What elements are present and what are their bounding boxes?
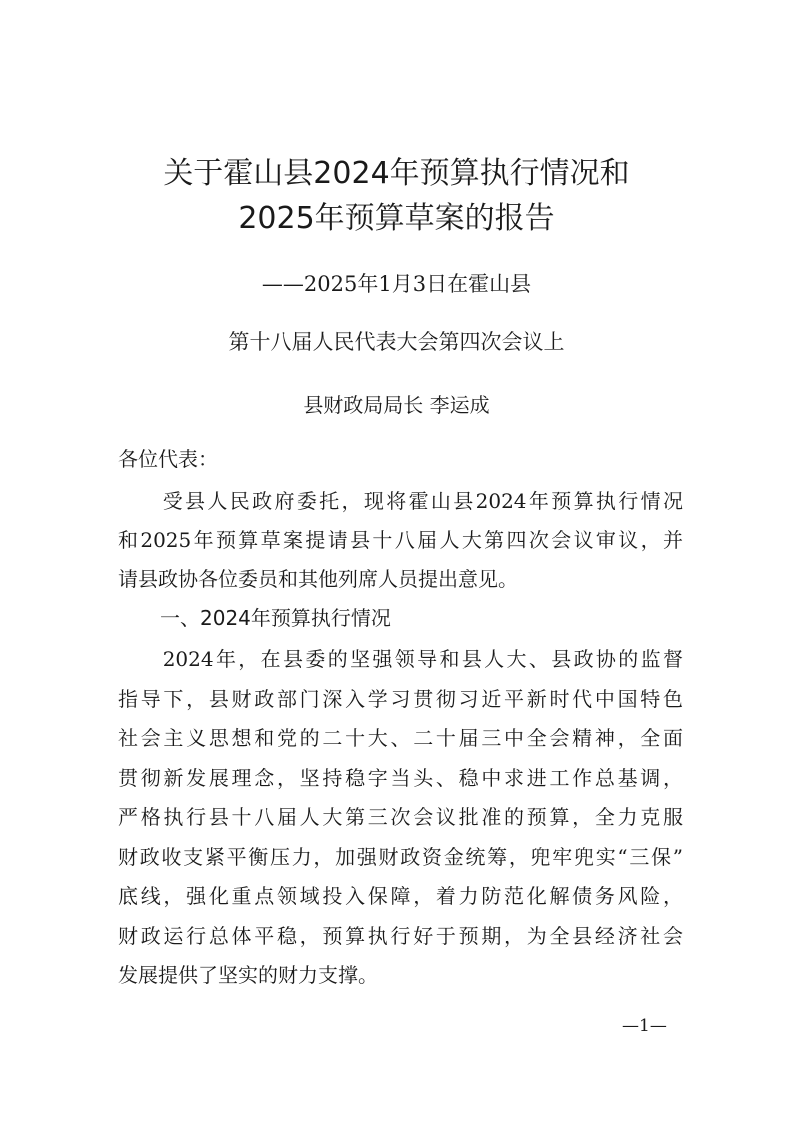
intro-line: 受县人民政府委托，现将霍山县2024年预算执行情况 — [118, 489, 683, 513]
body-line: 财政运行总体平稳，预算执行好于预期，为全县经济社会 — [118, 924, 683, 948]
subtitle-line-2: 第十八届人民代表大会第四次会议上 — [228, 330, 565, 354]
body-line: 指导下，县财政部门深入学习贯彻习近平新时代中国特色 — [118, 687, 683, 711]
report-title-line-1: 关于霍山县2024年预算执行情况和 — [163, 156, 630, 191]
salutation: 各位代表： — [118, 447, 218, 471]
body-line: 发展提供了坚实的财力支撑。 — [118, 963, 378, 987]
intro-line: 请县政协各位委员和其他列席人员提出意见。 — [118, 567, 518, 591]
body-line: 社会主义思想和党的二十大、二十届三中全会精神，全面 — [118, 726, 683, 750]
report-title-line-2: 2025年预算草案的报告 — [238, 201, 555, 236]
page-number: —1— — [622, 1016, 667, 1036]
body-line: 2024年，在县委的坚强领导和县人大、县政协的监督 — [118, 647, 683, 671]
intro-line: 和2025年预算草案提请县十八届人大第四次会议审议，并 — [118, 528, 683, 552]
author-line: 县财政局局长 李运成 — [303, 393, 490, 417]
body-line: 底线，强化重点领域投入保障，着力防范化解债务风险， — [118, 884, 683, 908]
body-line: 贯彻新发展理念，坚持稳字当头、稳中求进工作总基调， — [118, 766, 683, 790]
body-line: 财政收支紧平衡压力，加强财政资金统筹，兜牢兜实“三保” — [118, 845, 683, 869]
section-heading: 一、2024年预算执行情况 — [160, 606, 391, 630]
body-line: 严格执行县十八届人大第三次会议批准的预算，全力克服 — [118, 805, 683, 829]
subtitle-line-1: ——2025年1月3日在霍山县 — [261, 272, 532, 296]
